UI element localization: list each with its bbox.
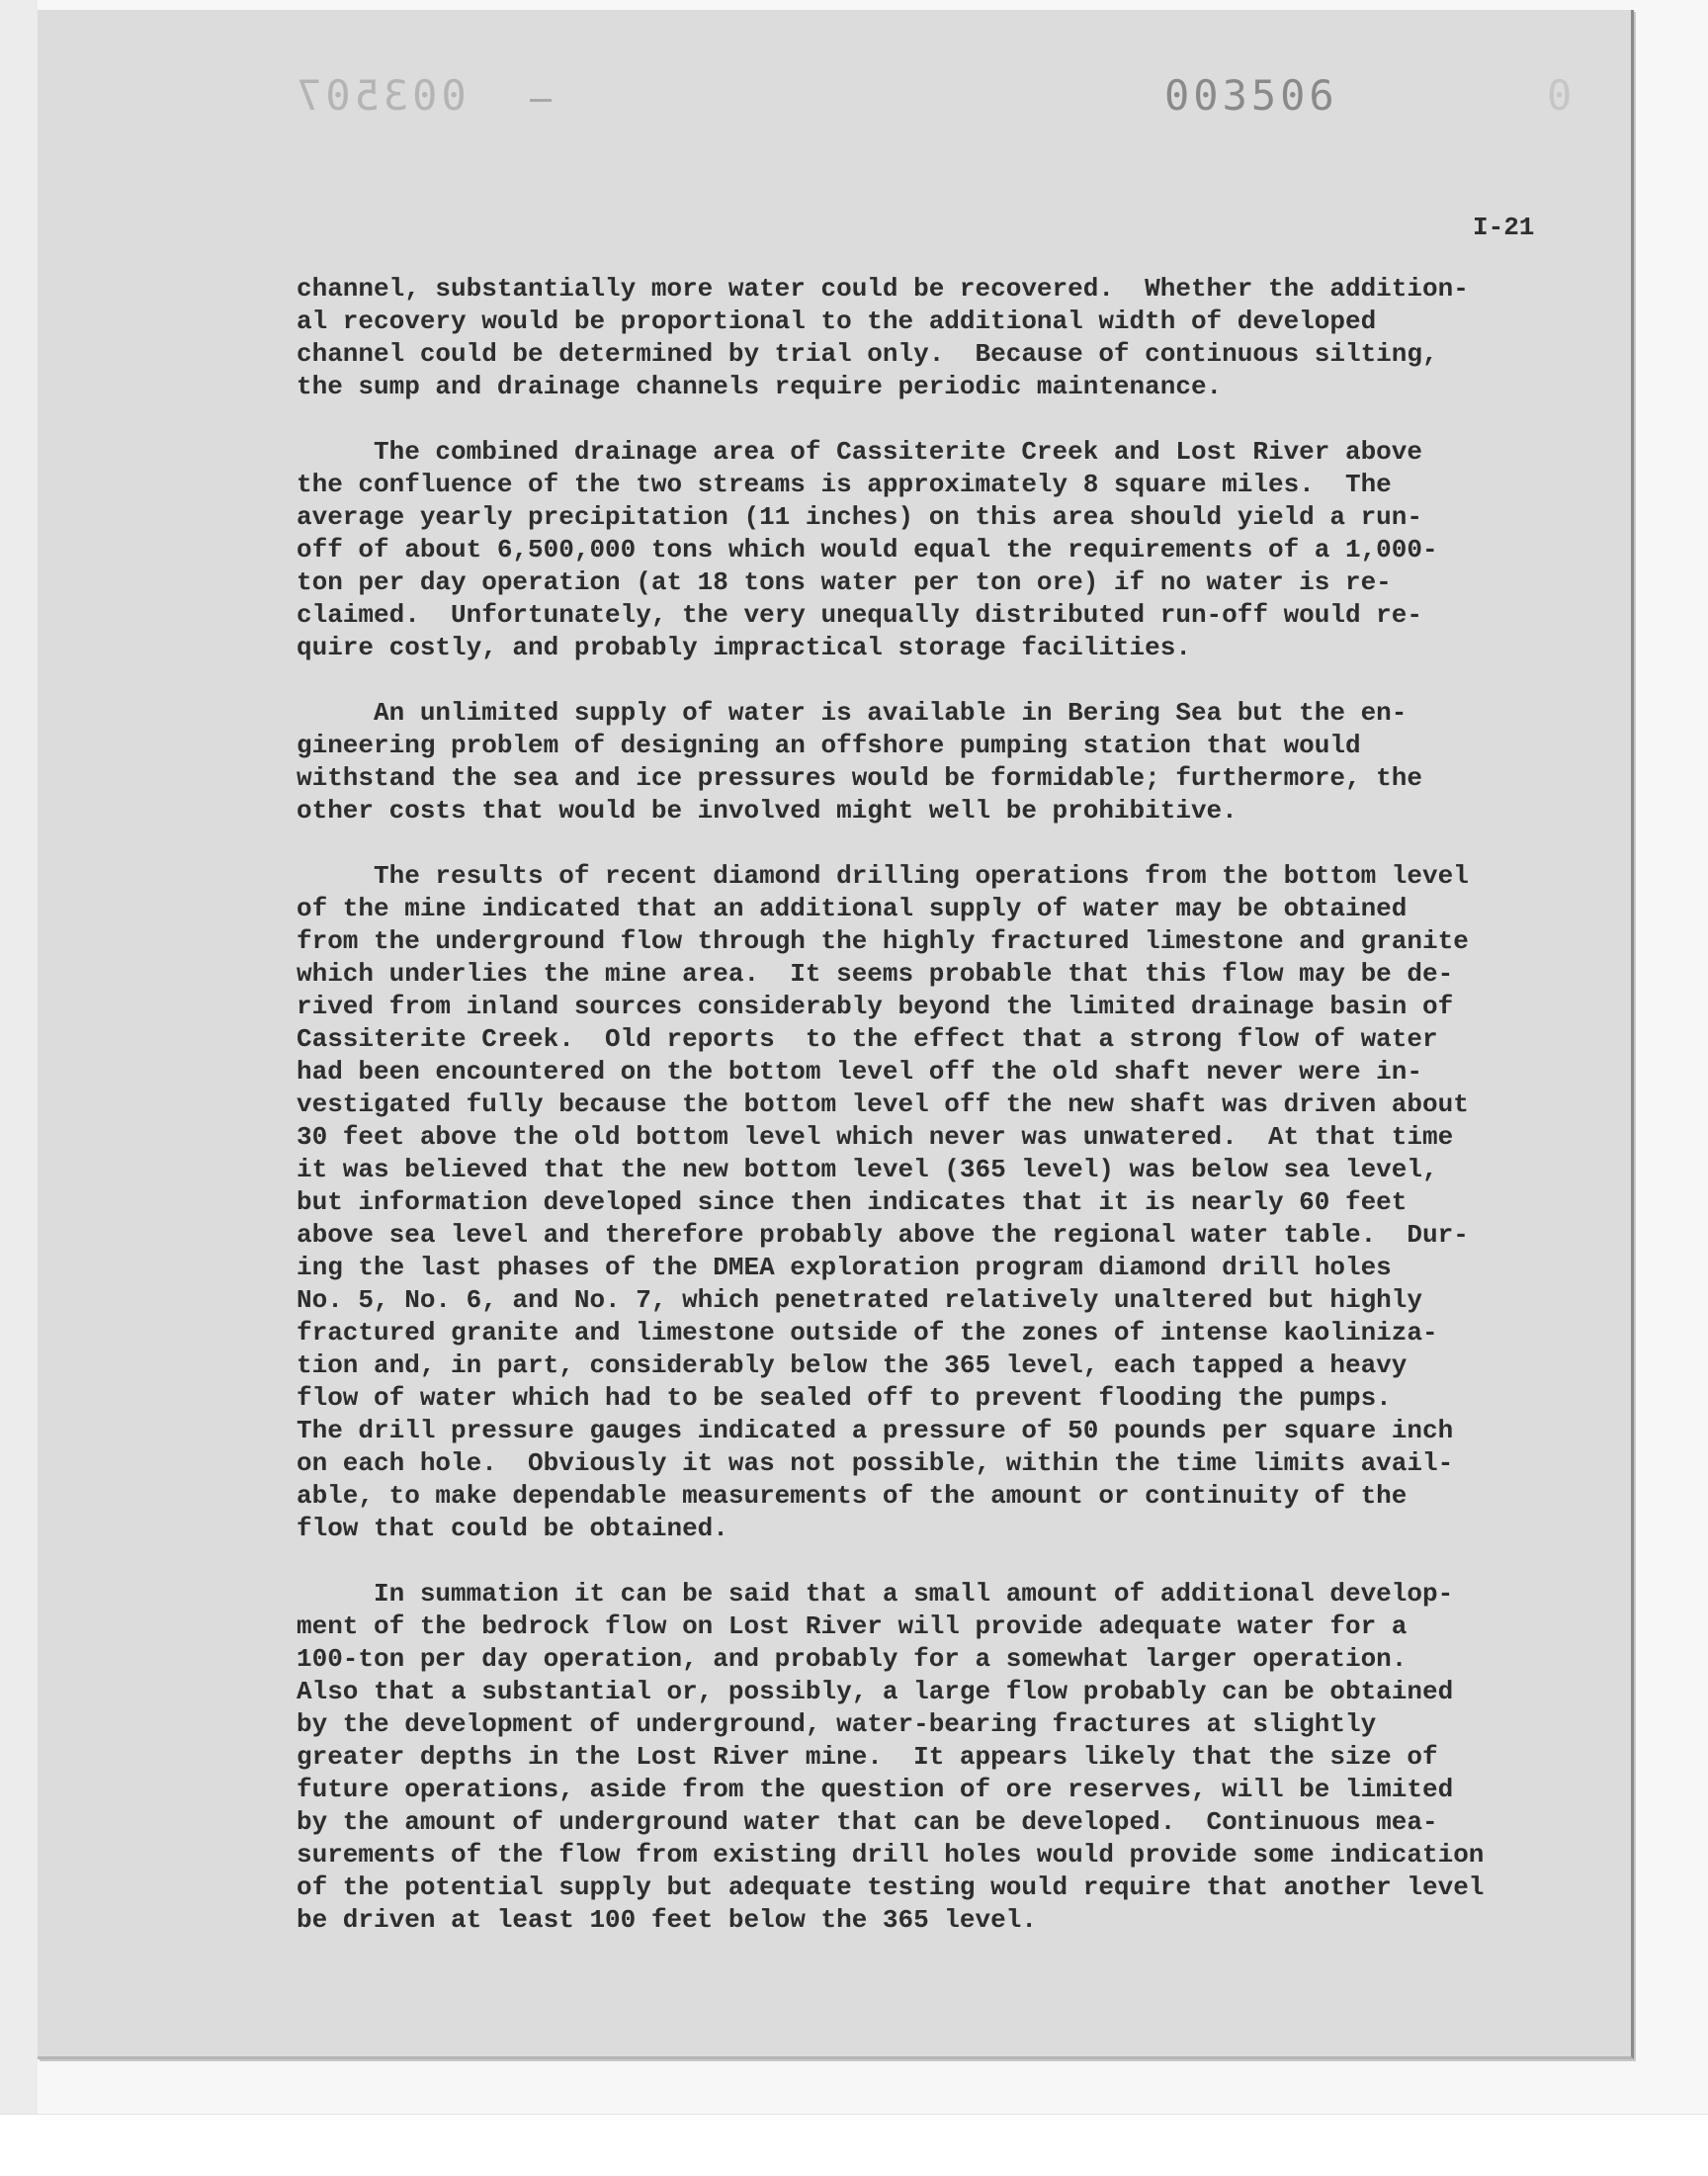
paragraph-drainage-area: The combined drainage area of Cassiterite Creek and Lost River above the confluence of the two streams is approximately 8 square miles. The average yearly precipitation (11 inches) on this area should yield a run- off of about 6,500,000 tons which would equal the requirements of a 1,000- ton per day operation (at 18 tons water per ton ore) if no water is re- claimed. Unfortunately, the very unequally distributed run-off would re- quire costly, and probably impractical storage facilities. — [297, 437, 1438, 662]
document-number: 003506 — [1164, 71, 1338, 120]
paragraph-summation: In summation it can be said that a small amount of additional develop- ment of the bedrock flow on Lost River will provide adequate water for a 100-ton per day operation, and probably for a somewhat larger operation. Also that a substantial or, possibly, a large flow probably can be obtained by the development of underground, water-bearing fractures at slightly greater depths in the Lost River mine. It appears likely that the size of future operations, aside from the question of ore reserves, will be limited by the amount of underground water that can be developed. Continuous mea- surements of the flow from existing drill holes would provide some indication of the potential supply but adequate testing would require that another level be driven at least 100 feet below the 365 level. — [297, 1579, 1485, 1935]
scanner-left-edge — [0, 0, 38, 2175]
bleed-through-dash — [530, 99, 552, 102]
document-body — [297, 273, 1572, 1937]
paragraph-bering-sea: An unlimited supply of water is available in Bering Sea but the en- gineering problem of designing an offshore pumping station that would withstand the sea and ice pressures would be formidable; furthermore, the other costs that would be involved might well be prohibitive. — [297, 698, 1422, 826]
scan-bottom-margin — [0, 2114, 1708, 2176]
paragraph-diamond-drilling: The results of recent diamond drilling operations from the bottom level of the mine indicated that an additional supply of water may be obtained from the underground flow through the highly fractured limestone and granite which underlies the mine area. It seems probable that this flow may be de- rived from inland sources considerably beyond the limited drainage basin of Cassiterite Creek. Old reports to the effect that a strong flow of water had been encountered on the bottom level off the old shaft never were in- vestigated fully because the bottom level off the new shaft was driven about 30 feet above the old bottom level which never was unwatered. At that time it was believed that the new bottom level (365 level) was below sea level, but information developed since then indicates that it is nearly 60 feet above sea level and therefore probably above the regional water table. Dur- ing the last phases of the DMEA exploration program diamond drill holes No. 5, No. 6, and No. 7, which penetrated relatively unaltered but highly fractured granite and limestone outside of the zones of intense kaoliniza- tion and, in part, considerably below the 365 level, each tapped a heavy flow of water which had to be sealed off to prevent flooding the pumps. The drill pressure gauges indicated a pressure of 50 pounds per square inch on each hole. Obviously it was not possible, within the time limits avail- able, to make dependable measurements of the amount or continuity of the flow that could be obtained. — [297, 861, 1469, 1543]
page-number: I-21 — [1473, 213, 1535, 242]
bleed-through-mark: 0 — [1547, 71, 1573, 120]
paragraph-water-recovery: channel, substantially more water could be recovered. Whether the addition- al recovery would be proportional to the additional width of developed channel could be determined by trial only. Because of continuous silting, the sump and drainage channels require periodic maintenance. — [297, 274, 1469, 401]
bleed-through-number: 003507 — [293, 71, 467, 120]
